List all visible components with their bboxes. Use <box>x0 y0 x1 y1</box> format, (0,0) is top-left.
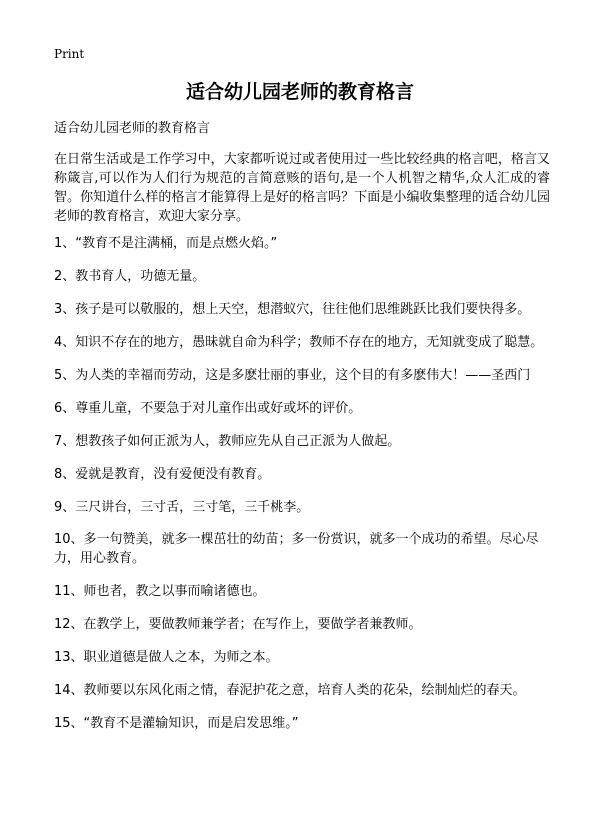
quote-list <box>54 234 550 747</box>
quote-item-12: 12、在教学上，要做教师兼学者；在写作上，要做学者兼教师。 <box>54 617 422 632</box>
quote-item-9: 9、三尺讲台，三寸舌，三寸笔，三千桃李。 <box>54 500 310 515</box>
quote-item-1: 1、“教育不是注满桶，而是点燃火焰。” <box>54 236 278 251</box>
quote-item-10: 10、多一句赞美，就多一棵茁壮的幼苗；多一份赏识，就多一个成功的希望。尽心尽力，用心教育。 <box>54 532 539 566</box>
quote-item-8: 8、爱就是教育，没有爱便没有教育。 <box>54 467 271 482</box>
quote-item-6: 6、尊重儿童，不要急于对儿童作出或好或坏的评价。 <box>54 401 362 416</box>
quote-item-3: 3、孩子是可以敬服的，想上天空，想潜蚁穴，往往他们思维跳跃比我们要快得多。 <box>54 302 531 317</box>
quote-item-15: 15、“教育不是灌输知识，而是启发思维。” <box>54 716 299 731</box>
quote-item-2: 2、教书育人，功德无量。 <box>54 269 206 284</box>
page-title: 适合幼儿园老师的教育格言 <box>185 81 414 103</box>
quote-item-11: 11、师也者，教之以事而喻诸德也。 <box>54 584 266 599</box>
quote-item-5: 5、为人类的幸福而劳动，这是多麽壮丽的事业，这个目的有多麽伟大！——圣西门 <box>54 368 531 383</box>
quote-item-14: 14、教师要以东风化雨之情，春泥护花之意，培育人类的花朵，绘制灿烂的春天。 <box>54 683 526 698</box>
document-subtitle: 适合幼儿园老师的教育格言 <box>54 121 211 136</box>
quote-item-7: 7、想教孩子如何正派为人，教师应先从自己正派为人做起。 <box>54 434 401 449</box>
intro-paragraph: 在日常生活或是工作学习中，大家都听说过或者使用过一些比较经典的格言吧，格言又称箴言,可以作为人们行为规范的言简意赅的语句,是一个人机智之精华,众人汇成的睿智。你知道什么样的格言才能算得上是好的格言吗？下面是小编收集整理的适合幼儿园老师的教育格言，欢迎大家分享。 <box>54 152 550 224</box>
print-link[interactable]: Print <box>54 47 85 61</box>
quote-item-13: 13、职业道德是做人之本，为师之本。 <box>54 650 279 665</box>
quote-item-4: 4、知识不存在的地方，愚昧就自命为科学；教师不存在的地方，无知就变成了聪慧。 <box>54 335 544 350</box>
